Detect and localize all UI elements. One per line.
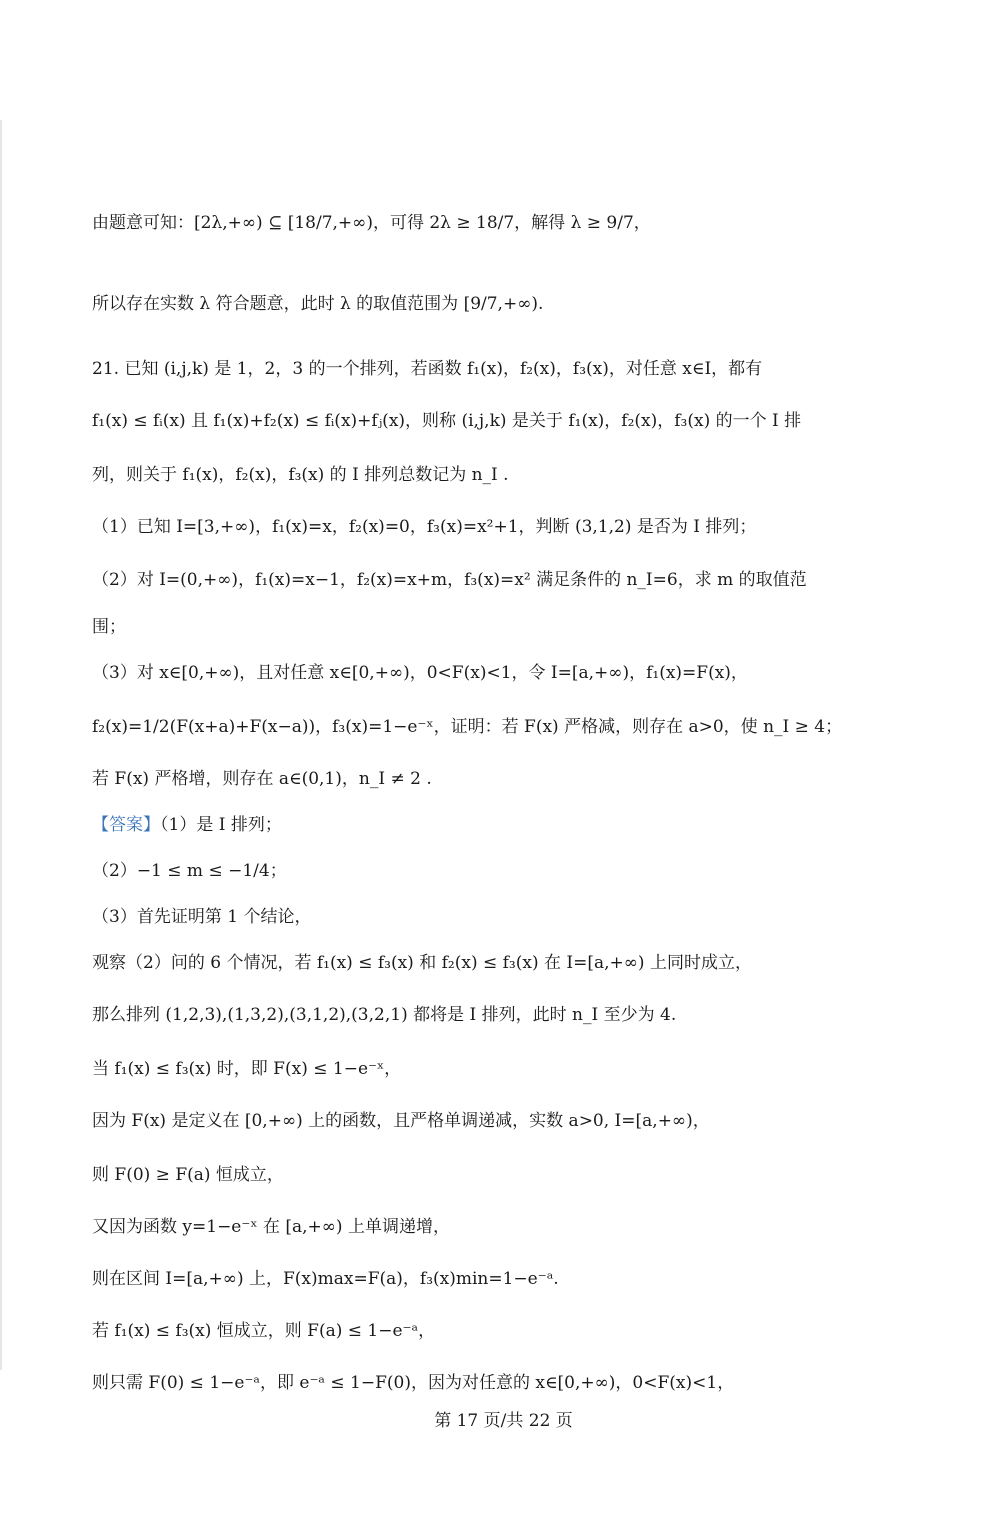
question-21-part-3: （3）对 x∈[0,+∞)，且对任意 x∈[0,+∞)，0<F(x)<1，令 I=[a,+∞)，f₁(x)=F(x)， xyxy=(92,663,748,683)
question-21-line-3: 列，则关于 f₁(x)，f₂(x)，f₃(x) 的 I 排列总数记为 n_I . xyxy=(92,465,509,485)
answer-line-3: （3）首先证明第 1 个结论， xyxy=(92,907,312,927)
answer-line-2: （2）−1 ≤ m ≤ −1/4； xyxy=(92,861,287,881)
proof-line-6: 又因为函数 y=1−e⁻ˣ 在 [a,+∞) 上单调递增， xyxy=(92,1217,450,1237)
question-21-part-2-cont: 围； xyxy=(92,617,126,637)
question-21-line-2: f₁(x) ≤ fᵢ(x) 且 f₁(x)+f₂(x) ≤ fᵢ(x)+fⱼ(x)，则称 (i,j,k) 是关于 f₁(x)，f₂(x)，f₃(x) 的一个 I 排 xyxy=(92,411,802,431)
proof-line-7: 则在区间 I=[a,+∞) 上，F(x)max=F(a)，f₃(x)min=1−e⁻ᵃ. xyxy=(92,1269,559,1289)
proof-line-5: 则 F(0) ≥ F(a) 恒成立， xyxy=(92,1165,284,1185)
page-footer: 第 17 页/共 22 页 xyxy=(434,1411,573,1431)
proof-line-2: 那么排列 (1,2,3),(1,3,2),(3,1,2),(3,2,1) 都将是 I 排列，此时 n_I 至少为 4. xyxy=(92,1005,677,1025)
question-21-part-3-line-3: 若 F(x) 严格增，则存在 a∈(0,1)，n_I ≠ 2 . xyxy=(92,769,432,789)
question-21-part-1: （1）已知 I=[3,+∞)，f₁(x)=x，f₂(x)=0，f₃(x)=x²+1，判断 (3,1,2) 是否为 I 排列； xyxy=(92,517,757,537)
answer-line-1 xyxy=(92,810,937,840)
page-edge-shadow xyxy=(0,120,2,1370)
text-line-2: 所以存在实数 λ 符合题意，此时 λ 的取值范围为 [9/7,+∞). xyxy=(92,294,544,314)
proof-line-8: 若 f₁(x) ≤ f₃(x) 恒成立，则 F(a) ≤ 1−e⁻ᵃ， xyxy=(92,1321,436,1341)
question-21-part-3-line-2: f₂(x)=1/2(F(x+a)+F(x−a))，f₃(x)=1−e⁻ˣ，证明：若 F(x) 严格减，则存在 a>0，使 n_I ≥ 4； xyxy=(92,717,843,737)
proof-line-4: 因为 F(x) 是定义在 [0,+∞) 上的函数，且严格单调递减，实数 a>0, I=[a,+∞)， xyxy=(92,1111,710,1131)
proof-line-3: 当 f₁(x) ≤ f₃(x) 时，即 F(x) ≤ 1−e⁻ˣ， xyxy=(92,1059,402,1079)
answer-1-text: （1）是 I 排列； xyxy=(160,815,282,835)
question-21-line-1: 21. 已知 (i,j,k) 是 1，2，3 的一个排列，若函数 f₁(x)，f₂(x)，f₃(x)，对任意 x∈I，都有 xyxy=(92,359,763,379)
proof-line-1: 观察（2）问的 6 个情况，若 f₁(x) ≤ f₃(x) 和 f₂(x) ≤ f₃(x) 在 I=[a,+∞) 上同时成立， xyxy=(92,953,752,973)
question-21-part-2: （2）对 I=(0,+∞)，f₁(x)=x−1，f₂(x)=x+m，f₃(x)=x² 满足条件的 n_I=6，求 m 的取值范 xyxy=(92,570,807,590)
text-line-1: 由题意可知：[2λ,+∞) ⊆ [18/7,+∞)，可得 2λ ≥ 18/7，解得 λ ≥ 9/7， xyxy=(92,213,651,233)
proof-line-9: 则只需 F(0) ≤ 1−e⁻ᵃ，即 e⁻ᵃ ≤ 1−F(0)，因为对任意的 x∈[0,+∞)，0<F(x)<1， xyxy=(92,1373,735,1393)
answer-tag: 【答案】 xyxy=(92,815,160,835)
